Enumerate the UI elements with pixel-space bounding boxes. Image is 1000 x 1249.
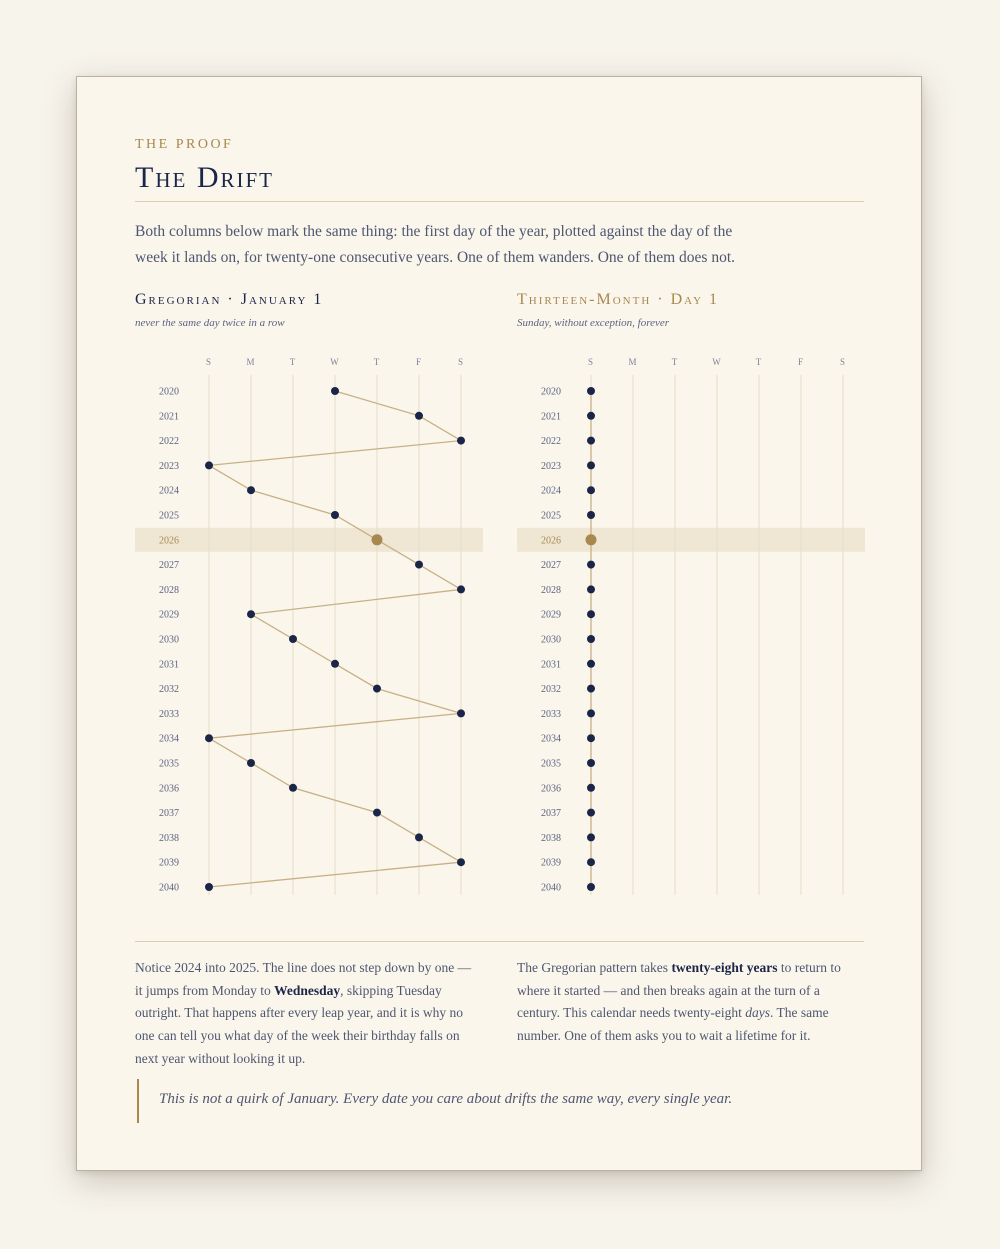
year-label: 2029 [541, 609, 561, 621]
page-card [76, 76, 922, 1171]
year-label: 2024 [159, 485, 179, 497]
data-point [457, 585, 465, 593]
year-label: 2038 [159, 832, 179, 844]
leap-year-note-text-2: , skipping Tuesday outright. That happens after every leap year, and it is why no one can tell you what day of the week their birthday falls on next year without looking it up. [135, 982, 463, 1066]
year-label: 2028 [159, 584, 179, 596]
data-point [457, 437, 465, 445]
day-label: M [246, 357, 256, 367]
thirteen-month-chart-subtitle: Sunday, without exception, forever [517, 317, 670, 329]
highlight-band [517, 528, 865, 552]
year-label: 2020 [159, 386, 179, 398]
data-point [587, 561, 595, 569]
gregorian-chart-title: Gregorian · January 1 [135, 291, 324, 308]
year-label: 2029 [159, 609, 179, 621]
data-point [247, 486, 255, 494]
day-label: S [587, 357, 595, 367]
data-point [587, 610, 595, 618]
thirteen-month-chart-title: Thirteen-Month · Day 1 [517, 291, 720, 308]
year-label: 2035 [541, 758, 561, 770]
data-point [415, 412, 423, 420]
data-point [289, 635, 297, 643]
cycle-note-text-2: to return to where it started — and then breaks again at the turn of a century. This calendar needs twenty-eight [517, 960, 841, 1021]
data-point [587, 685, 595, 693]
data-point [247, 610, 255, 618]
leap-year-note [135, 957, 480, 1071]
data-point [587, 437, 595, 445]
data-point [587, 809, 595, 817]
data-point [331, 660, 339, 668]
day-label: W [330, 357, 340, 367]
data-point [205, 883, 213, 891]
day-label: M [628, 357, 638, 367]
year-label: 2039 [541, 857, 561, 869]
data-point [587, 387, 595, 395]
year-label: 2037 [541, 808, 561, 820]
data-point [587, 759, 595, 767]
data-point [587, 585, 595, 593]
data-point [415, 833, 423, 841]
year-label: 2032 [541, 684, 561, 696]
year-label: 2022 [159, 436, 179, 448]
notes-divider [135, 941, 864, 942]
year-label: 2025 [541, 510, 561, 522]
gregorian-drift-chart [135, 347, 495, 907]
cycle-note [517, 957, 862, 1048]
year-label: 2040 [541, 882, 561, 894]
data-point [587, 883, 595, 891]
data-point [372, 534, 383, 545]
year-label: 2021 [159, 411, 179, 423]
data-point [586, 534, 597, 545]
year-label: 2026 [159, 535, 179, 547]
leap-year-note-text-1: Notice 2024 into 2025. The line does not step down by one — it jumps from Monday to [135, 960, 472, 998]
data-point [587, 709, 595, 717]
year-label: 2034 [159, 733, 179, 745]
year-label: 2023 [159, 460, 179, 472]
year-label: 2023 [541, 460, 561, 472]
data-point [373, 809, 381, 817]
year-label: 2040 [159, 882, 179, 894]
data-point [415, 561, 423, 569]
gregorian-chart-subtitle: never the same day twice in a row [135, 317, 285, 329]
highlight-band [135, 528, 483, 552]
data-point [587, 734, 595, 742]
day-label: F [797, 357, 805, 367]
day-label: S [839, 357, 847, 367]
year-label: 2024 [541, 485, 561, 497]
thirteen-month-fixed-chart [517, 347, 877, 907]
data-point [587, 833, 595, 841]
data-point [587, 660, 595, 668]
data-point [331, 511, 339, 519]
cycle-note-text-1: The Gregorian pattern takes [517, 960, 672, 975]
data-point [373, 685, 381, 693]
cycle-note-italic: days [745, 1005, 771, 1021]
data-point [587, 412, 595, 420]
year-label: 2031 [159, 659, 179, 671]
year-label: 2032 [159, 684, 179, 696]
year-label: 2035 [159, 758, 179, 770]
year-label: 2031 [541, 659, 561, 671]
data-point [247, 759, 255, 767]
day-label: S [457, 357, 465, 367]
leap-year-note-bold: Wednesday [274, 982, 341, 998]
year-label: 2027 [159, 560, 179, 572]
year-label: 2036 [541, 783, 561, 795]
data-point [457, 709, 465, 717]
year-label: 2033 [541, 708, 561, 720]
year-label: 2036 [159, 783, 179, 795]
data-point [587, 511, 595, 519]
data-point [205, 734, 213, 742]
day-label: S [205, 357, 213, 367]
intro-paragraph: Both columns below mark the same thing: the first day of the year, plotted against the day of the week it lands on, for twenty-one consecutive years. One of them wanders. One of them does not. [135, 223, 736, 266]
data-point [587, 784, 595, 792]
day-label: F [415, 357, 423, 367]
day-label: T [671, 357, 679, 367]
year-label: 2021 [541, 411, 561, 423]
pull-quote-text: This is not a quirk of January. Every date you care about drifts the same way, every single year. [159, 1091, 733, 1107]
year-label: 2038 [541, 832, 561, 844]
day-label: W [712, 357, 722, 367]
pull-quote [137, 1079, 866, 1123]
year-label: 2020 [541, 386, 561, 398]
data-point [587, 461, 595, 469]
year-label: 2037 [159, 808, 179, 820]
day-label: T [755, 357, 763, 367]
year-label: 2030 [541, 634, 561, 646]
data-point [331, 387, 339, 395]
year-label: 2028 [541, 584, 561, 596]
year-label: 2039 [159, 857, 179, 869]
year-label: 2033 [159, 708, 179, 720]
cycle-note-bold: twenty-eight years [671, 960, 778, 975]
page-title: The Drift [135, 161, 274, 194]
section-eyebrow: THE PROOF [135, 137, 234, 152]
year-label: 2027 [541, 560, 561, 572]
data-point [289, 784, 297, 792]
year-label: 2034 [541, 733, 561, 745]
year-label: 2022 [541, 436, 561, 448]
title-divider [135, 201, 864, 202]
data-point [587, 635, 595, 643]
year-label: 2025 [159, 510, 179, 522]
day-label: T [373, 357, 381, 367]
cycle-note-text-3: . The same number. One of them asks you to wait a lifetime for it. [517, 1005, 829, 1044]
data-point [587, 486, 595, 494]
data-point [457, 858, 465, 866]
year-label: 2030 [159, 634, 179, 646]
data-point [205, 461, 213, 469]
year-label: 2026 [541, 535, 561, 547]
day-label: T [289, 357, 297, 367]
data-point [587, 858, 595, 866]
